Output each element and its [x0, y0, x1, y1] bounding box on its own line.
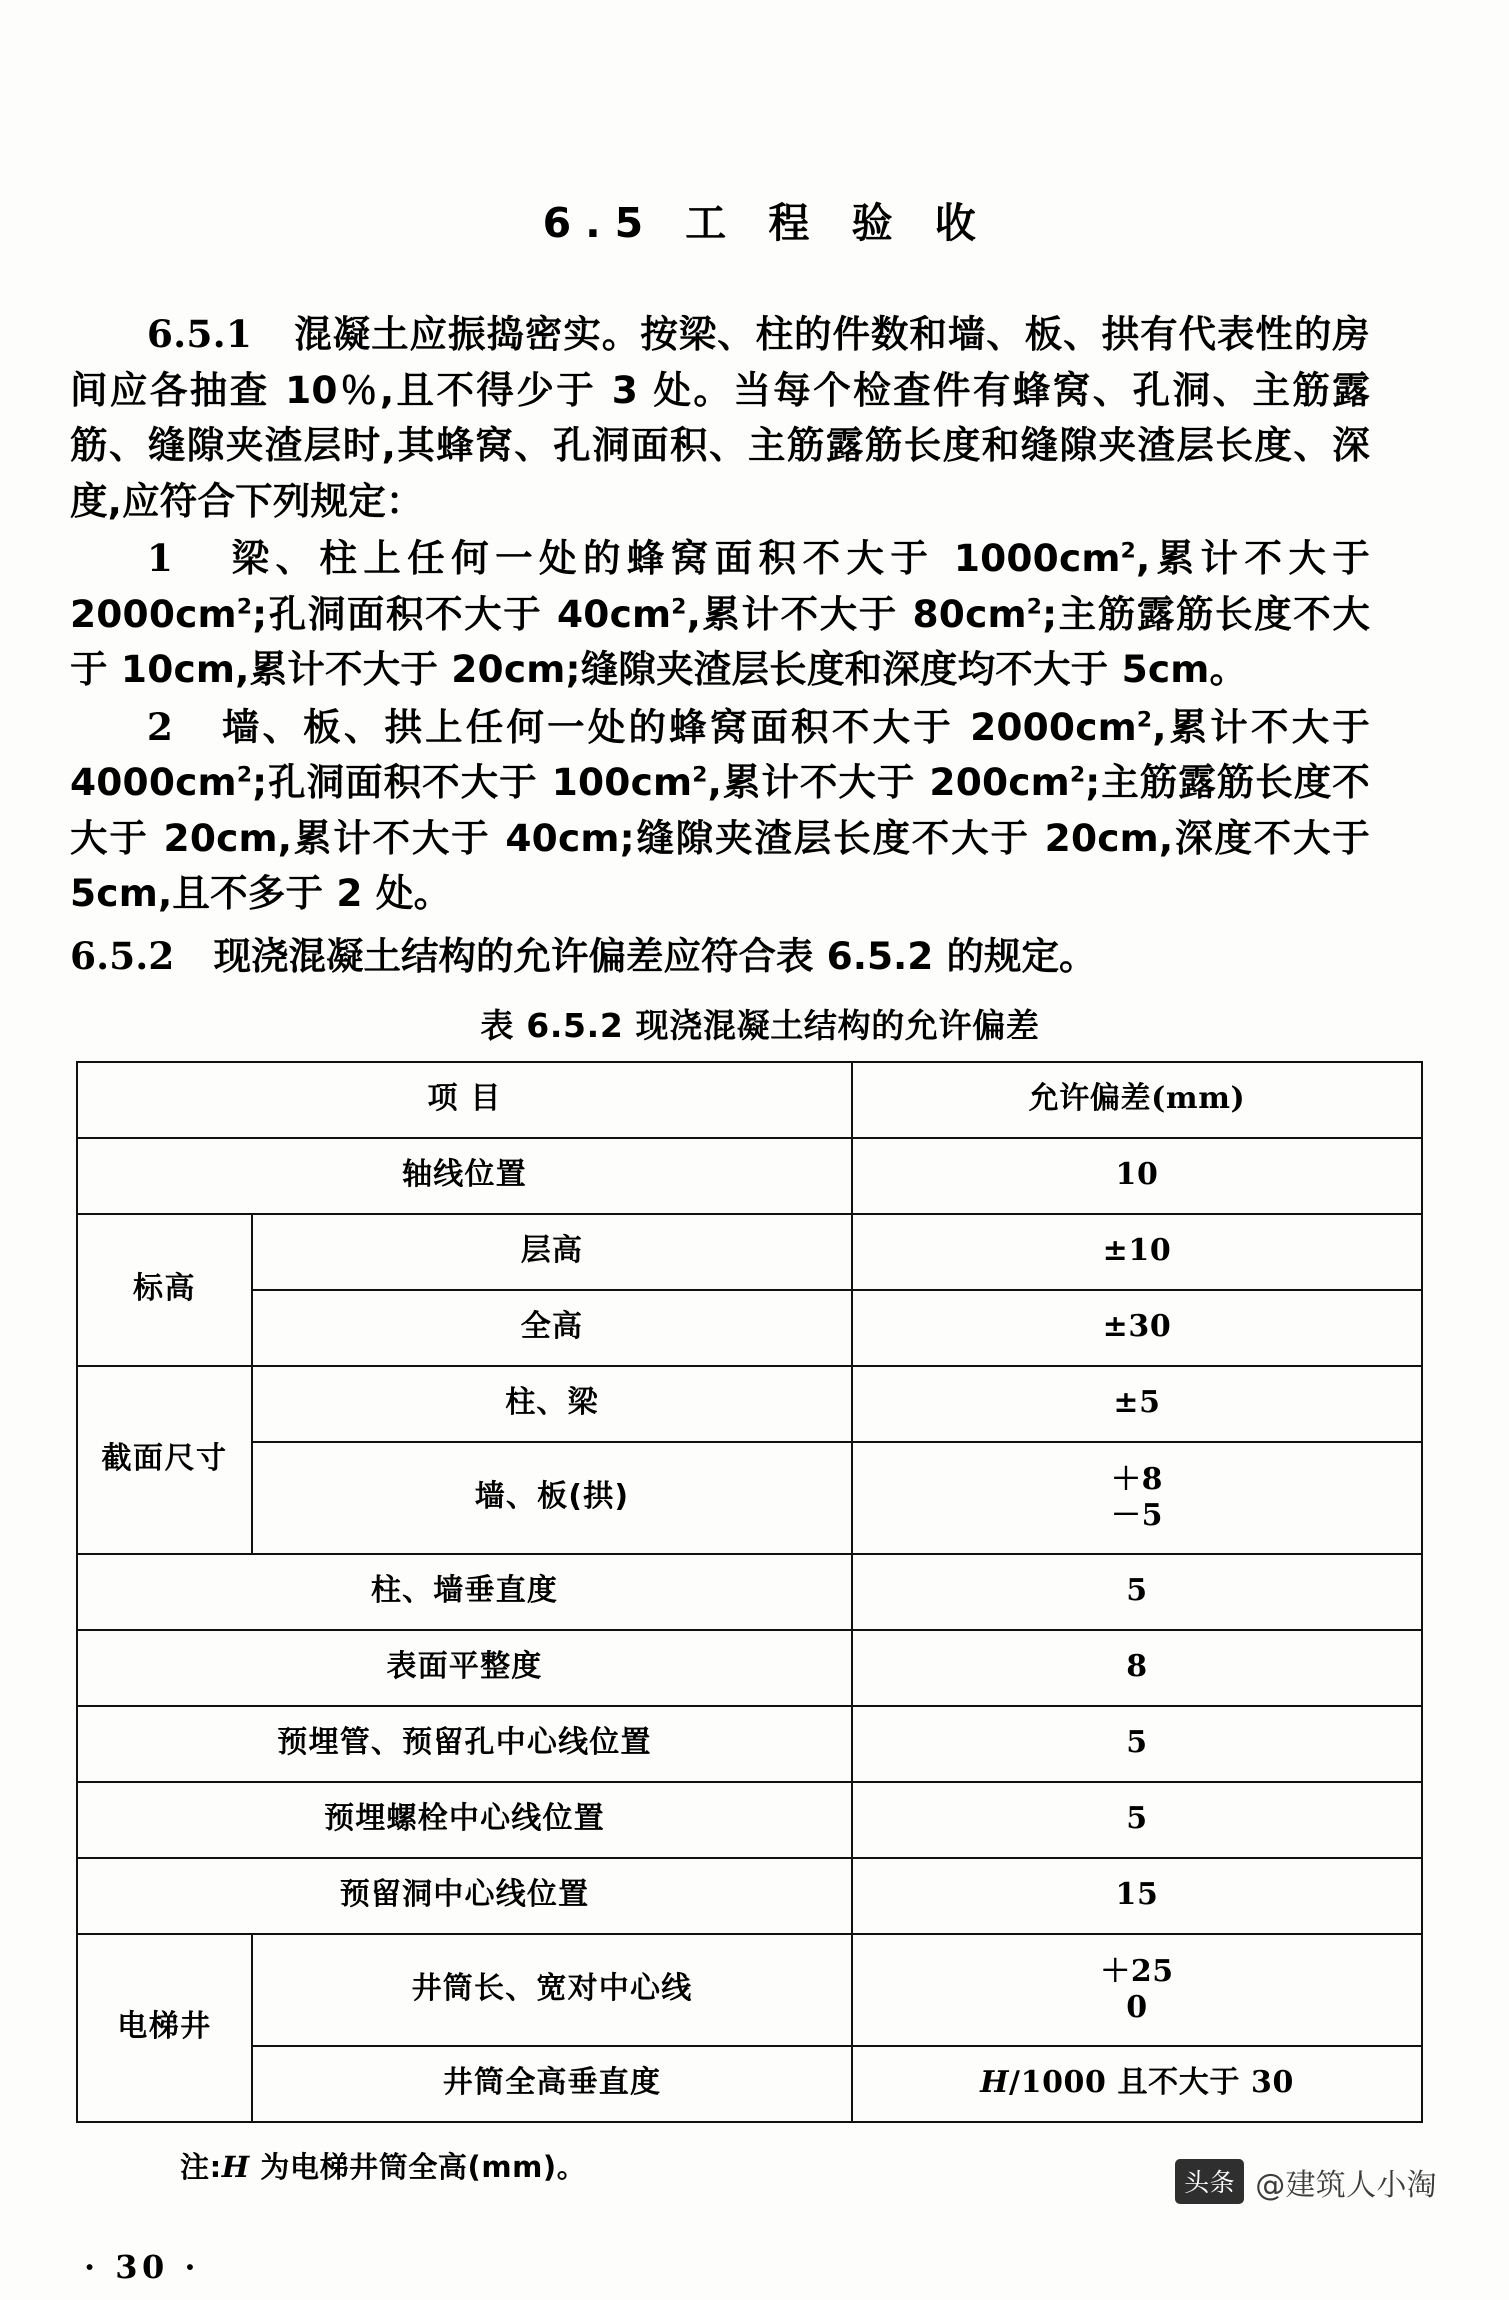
page-content — [70, 0, 1450, 2186]
cell-column-beam: 柱、梁 — [252, 1366, 852, 1442]
value-line-bottom: 0 — [1126, 1989, 1148, 2025]
item-number: 2 — [146, 704, 174, 749]
unit-exponent: 2 — [1120, 538, 1136, 564]
unit-exponent: 2 — [671, 594, 687, 619]
unit-exponent: 2 — [1069, 762, 1086, 788]
unit-exponent: 2 — [692, 762, 708, 788]
item-number: 1 — [146, 536, 174, 580]
item-1-seg-6: ,累计不大于 80cm — [686, 591, 1027, 636]
item-1-seg-2: ,累计不大于 2000cm — [70, 536, 1370, 636]
clause-number: 6.5.2 — [70, 933, 175, 978]
table-row — [77, 1290, 1422, 1366]
cell-storey-height: 层高 — [252, 1214, 852, 1290]
item-2-seg-2: ,累计不大于 4000cm — [70, 704, 1370, 804]
item-2-seg-8: ;主筋露筋长度不大于 20cm,累计不大于 40cm;缝隙夹渣层长度不大于 20cm,深度不大于 5cm,且不多于 2 处。 — [70, 760, 1370, 915]
note-symbol-h: H — [221, 2149, 250, 2184]
symbol-h: H — [980, 2065, 1010, 2101]
note-rest: 为电梯井筒全高(mm)。 — [249, 2149, 587, 2184]
table-row — [77, 1554, 1422, 1630]
header-item: 项 目 — [77, 1062, 852, 1138]
value-shaft-verticality-rest: /1000 且不大于 30 — [1009, 2065, 1294, 2101]
unit-exponent: 2 — [236, 762, 253, 788]
value-column-beam: ±5 — [852, 1366, 1422, 1442]
clause-text: 现浇混凝土结构的允许偏差应符合表 6.5.2 的规定。 — [213, 933, 1097, 978]
value-line-top: ＋25 — [1100, 1954, 1174, 1990]
tolerance-table — [76, 1061, 1423, 2123]
clause-item-2 — [70, 700, 1370, 922]
table-caption: 表 6.5.2 现浇混凝土结构的允许偏差 — [480, 1005, 1040, 1045]
watermark — [1175, 2159, 1437, 2204]
value-storey-height: ±10 — [852, 1214, 1422, 1290]
cell-column-wall-verticality: 柱、墙垂直度 — [77, 1554, 852, 1630]
page-title: 6.5 工 程 验 收 — [542, 199, 990, 247]
item-2-seg-0: 墙、板、拱上任何一处的蜂窝面积不大于 2000cm — [221, 704, 1137, 749]
value-column-wall-verticality: 5 — [852, 1554, 1422, 1630]
note-prefix: 注: — [180, 2149, 222, 2184]
cell-wall-slab-arch: 墙、板(拱) — [252, 1442, 852, 1554]
clause-text: 混凝土应振捣密实。按梁、柱的件数和墙、板、拱有代表性的房间应各抽查 10％,且不得少于 3 处。当每个检查件有蜂窝、孔洞、主筋露筋、缝隙夹渣层时,其蜂窝、孔洞面积、主筋露筋长度和缝隙夹渣层长度、深度,应符合下列规定： — [70, 312, 1370, 523]
table-row — [77, 1442, 1422, 1554]
unit-exponent: 2 — [236, 594, 253, 619]
page-number: · 30 · — [84, 2248, 200, 2286]
table-row — [77, 1934, 1422, 2046]
group-elevator-shaft: 电梯井 — [77, 1934, 252, 2122]
value-shaft-length-width — [852, 1934, 1422, 2046]
value-line-bottom: －5 — [1110, 1497, 1164, 1533]
clause-number: 6.5.1 — [146, 312, 253, 356]
value-shaft-verticality — [852, 2046, 1422, 2122]
value-surface-flatness: 8 — [852, 1630, 1422, 1706]
table-row — [77, 1366, 1422, 1442]
group-elevation: 标高 — [77, 1214, 252, 1366]
table-row — [77, 1782, 1422, 1858]
tolerance-table-wrapper — [76, 1061, 1421, 2123]
cell-total-height: 全高 — [252, 1290, 852, 1366]
value-embedded-bolt: 5 — [852, 1782, 1422, 1858]
cell-reserved-hole: 预留洞中心线位置 — [77, 1858, 852, 1934]
table-row — [77, 1214, 1422, 1290]
item-2-seg-4: ;孔洞面积不大于 100cm — [252, 760, 693, 804]
clause-6-5-2 — [70, 928, 1450, 984]
header-tolerance: 允许偏差(mm) — [852, 1062, 1422, 1138]
cell-axis-position: 轴线位置 — [77, 1138, 852, 1214]
unit-exponent: 2 — [1136, 707, 1153, 732]
table-row — [77, 1138, 1422, 1214]
clause-6-5-1 — [70, 307, 1370, 529]
value-wall-slab-arch — [852, 1442, 1422, 1554]
item-1-seg-0: 梁、柱上任何一处的蜂窝面积不大于 1000cm — [231, 536, 1121, 580]
table-row — [77, 1706, 1422, 1782]
unit-exponent: 2 — [1026, 594, 1043, 619]
group-section-size: 截面尺寸 — [77, 1366, 252, 1554]
watermark-badge: 头条 — [1175, 2159, 1244, 2204]
item-1-seg-4: ;孔洞面积不大于 40cm — [252, 591, 672, 636]
clause-item-1 — [70, 531, 1370, 698]
cell-embedded-pipe-hole: 预埋管、预留孔中心线位置 — [77, 1706, 852, 1782]
item-2-seg-6: ,累计不大于 200cm — [707, 760, 1070, 804]
table-row — [77, 1630, 1422, 1706]
cell-shaft-length-width: 井筒长、宽对中心线 — [252, 1934, 852, 2046]
watermark-text: @建筑人小淘 — [1255, 2167, 1437, 2203]
cell-embedded-bolt: 预埋螺栓中心线位置 — [77, 1782, 852, 1858]
cell-surface-flatness: 表面平整度 — [77, 1630, 852, 1706]
value-axis-position: 10 — [852, 1138, 1422, 1214]
table-row — [77, 2046, 1422, 2122]
item-1-seg-8: ;主筋露筋长度不大于 10cm,累计不大于 20cm;缝隙夹渣层长度和深度均不大于 5cm。 — [70, 591, 1371, 691]
cell-shaft-verticality: 井筒全高垂直度 — [252, 2046, 852, 2122]
value-reserved-hole: 15 — [852, 1858, 1422, 1934]
table-header-row — [77, 1062, 1422, 1138]
value-line-top: ＋8 — [1110, 1462, 1164, 1498]
value-embedded-pipe-hole: 5 — [852, 1706, 1422, 1782]
table-row — [77, 1858, 1422, 1934]
value-total-height: ±30 — [852, 1290, 1422, 1366]
